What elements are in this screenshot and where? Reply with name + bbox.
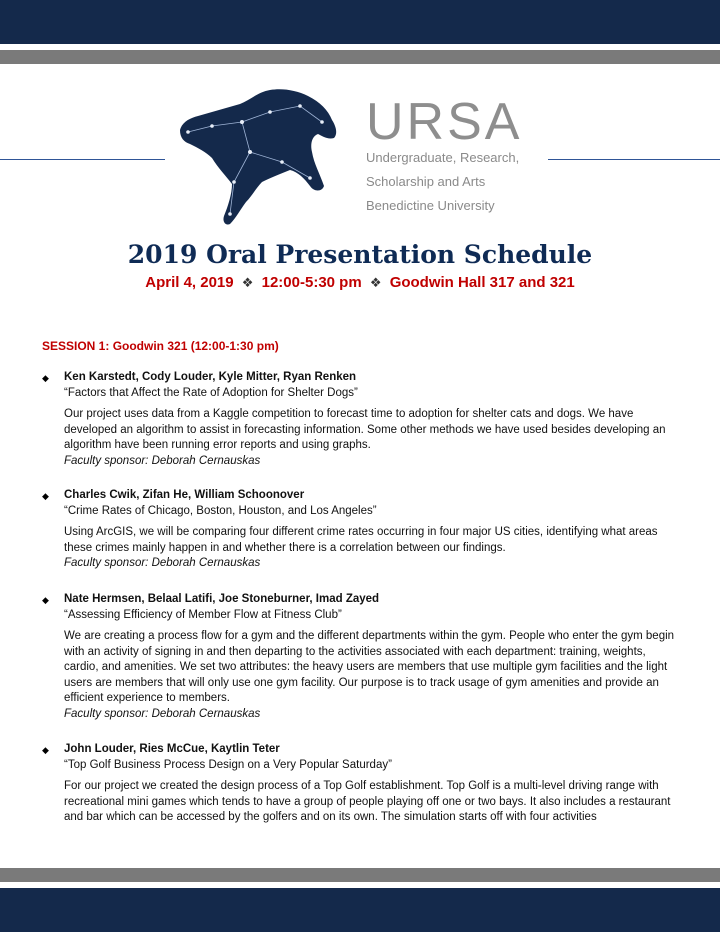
logo-line-1: Undergraduate, Research, [366, 150, 520, 165]
diamond-bullet-icon: ◆ [42, 491, 49, 501]
session-heading: SESSION 1: Goodwin 321 (12:00-1:30 pm) [42, 339, 279, 353]
header-rule-left [0, 159, 165, 160]
top-stripe [0, 50, 720, 64]
diamond-bullet-icon: ◆ [42, 373, 49, 383]
presenter-names: Ken Karstedt, Cody Louder, Kyle Mitter, Ryan Renken [64, 371, 357, 383]
event-location: Goodwin Hall 317 and 321 [389, 274, 575, 291]
event-time: 12:00-5:30 pm [261, 274, 362, 291]
presentation-entry [42, 592, 682, 722]
presentation-title: “Factors that Affect the Rate of Adoption for Shelter Dogs” [64, 386, 358, 399]
diamond-bullet-icon: ◆ [42, 745, 49, 755]
faculty-sponsor: Faculty sponsor: Deborah Cernauskas [64, 557, 261, 569]
presenter-names: John Louder, Ries McCue, Kaytlin Teter [64, 743, 280, 755]
presentation-description: We are creating a process flow for a gym and the different departments within the gym. People who enter the gym begin with an activity of signing in and then departing to the activities associated with each department: training, weights, cardio, and amenities. We set two attributes: the heavy users are members that use multiple gym facilities and the light users are members that will only use one gym facility. Our purpose is to track usage of gym amenities and provide an efficient experience to members. [64, 630, 675, 704]
presentation-entry [42, 742, 682, 826]
logo-wordmark: URSA [366, 93, 523, 151]
top-banner [0, 0, 720, 44]
presentation-description: Using ArcGIS, we will be comparing four different crime rates occurring in four major US cities, identifying what areas these crimes mainly happen in and whether there is a correlation between our findings. [64, 526, 658, 554]
separator-icon: ❖ [369, 275, 382, 290]
logo-line-2: Scholarship and Arts [366, 174, 486, 189]
event-date: April 4, 2019 [145, 274, 234, 291]
logo-line-3: Benedictine University [366, 198, 495, 213]
page-title: 2019 Oral Presentation Schedule [127, 240, 593, 269]
presentation-title: “Top Golf Business Process Design on a Very Popular Saturday” [64, 758, 392, 771]
presentation-entry [42, 370, 682, 469]
diamond-bullet-icon: ◆ [42, 595, 49, 605]
header-rule-right [548, 159, 720, 160]
presentation-title: “Assessing Efficiency of Member Flow at Fitness Club” [64, 608, 342, 621]
bottom-banner [0, 888, 720, 932]
bottom-stripe [0, 868, 720, 882]
presentation-description: For our project we created the design process of a Top Golf establishment. Top Golf is a multi-level driving range with recreational mini games which tends to have a group of people playing off one or two bays. It also includes a restaurant and bar which can be accessed by the golfers and on its own. The simulation starts off with four activities [64, 780, 671, 823]
separator-icon: ❖ [241, 275, 254, 290]
presentation-description: Our project uses data from a Kaggle competition to forecast time to adoption for shelter cats and dogs. We have developed an algorithm to assist in forecasting information. Some other methods we have used besides developing an algorithm have been running error reports and using graphs. [64, 408, 666, 451]
bear-silhouette [180, 89, 336, 224]
presenter-names: Nate Hermsen, Belaal Latifi, Joe Stoneburner, Imad Zayed [64, 593, 380, 605]
presentation-entry [42, 488, 682, 572]
presenter-names: Charles Cwik, Zifan He, William Schoonover [64, 489, 305, 501]
faculty-sponsor: Faculty sponsor: Deborah Cernauskas [64, 454, 261, 467]
event-details [0, 274, 720, 291]
faculty-sponsor: Faculty sponsor: Deborah Cernauskas [64, 707, 261, 720]
presentation-title: “Crime Rates of Chicago, Boston, Houston, and Los Angeles” [64, 504, 377, 517]
